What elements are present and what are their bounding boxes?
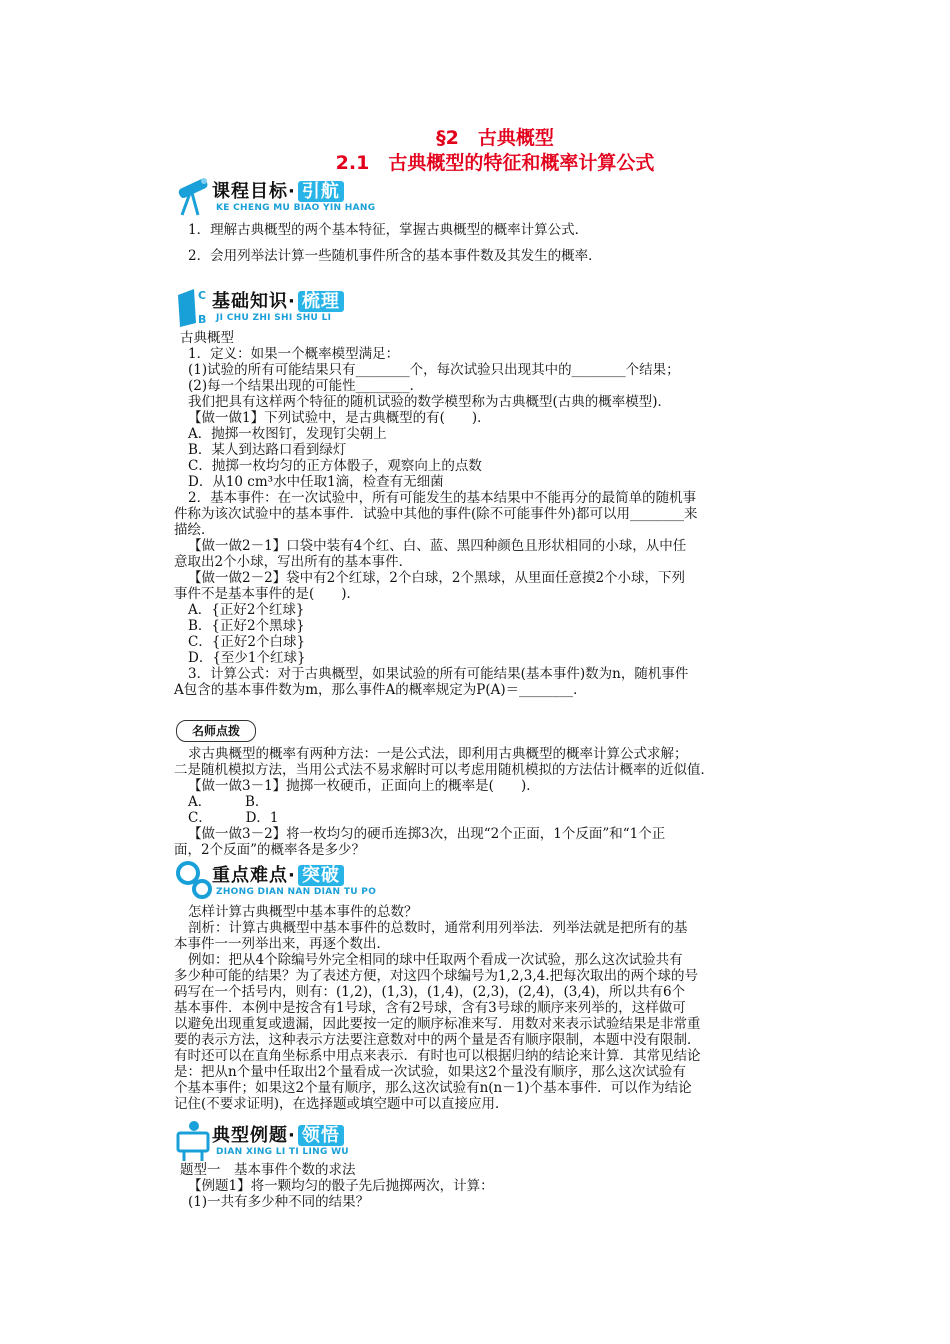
- svg-text:B: B: [198, 313, 207, 326]
- paragraph-line: 我们把具有这样两个特征的随机试验的数学模型称为古典概型(古典的概率模型)．: [188, 394, 672, 410]
- banner-title: 典型例题· 领悟: [212, 1121, 344, 1147]
- banner-examples: [174, 1117, 404, 1167]
- section-heading: 题型一 基本事件个数的求法: [180, 1162, 356, 1178]
- banner-pinyin: ZHONG DIAN NAN DIAN TU PO: [216, 887, 377, 897]
- paragraph-line: (1)试验的所有可能结果只有________个，每次试验只出现其中的________个结果；: [188, 362, 680, 378]
- exercise-line: 【做一做2－2】袋中有2个红球，2个白球，2个黑球，从里面任意摸2个小球，下列: [188, 570, 686, 586]
- paragraph-line: 以避免出现重复或遗漏，因此要按一定的顺序标准来写．用数对来表示试验结果是非常重: [174, 1016, 701, 1032]
- examples-section: [174, 1162, 804, 1210]
- paragraph-line: 个基本事件；如果这2个量有顺序，那么这次试验有n(n－1)个基本事件．可以作为结论: [174, 1080, 692, 1096]
- option-line: C．抛掷一枚均匀的正方体骰子，观察向上的点数: [188, 458, 482, 474]
- exercise-line: 【做一做3－2】将一枚均匀的硬币连掷3次，出现“2个正面，1个反面”和“1个正: [188, 826, 666, 842]
- list-item: 1．理解古典概型的两个基本特征，掌握古典概型的概率计算公式．: [188, 222, 589, 238]
- example-line: 【例题1】将一颗均匀的骰子先后抛掷两次，计算：: [188, 1178, 494, 1194]
- gears-icon: [174, 857, 214, 903]
- option-line: B．某人到达路口看到绿灯: [188, 442, 347, 458]
- tips-section: [174, 746, 804, 858]
- exercise-line: 【做一做2－1】口袋中装有4个红、白、蓝、黑四种颜色且形状相同的小球，从中任: [188, 538, 687, 554]
- option-line: A．抛掷一枚图钉，发现钉尖朝上: [188, 426, 387, 442]
- svg-text:C: C: [198, 289, 207, 302]
- paragraph-line: 多少种可能的结果？为了表述方便，对这四个球编号为1,2,3,4.把每次取出的两个球的号: [174, 968, 699, 984]
- paragraph-line: 是：把从n个量中任取出2个量看成一次试验，如果这2个量没有顺序，那么这次试验有: [174, 1064, 686, 1080]
- banner-title: 基础知识· 梳理: [212, 287, 344, 313]
- list-item: 2．会用列举法计算一些随机事件所含的基本事件数及其发生的概率．: [188, 248, 602, 264]
- exercise-line: 意取出2个小球，写出所有的基本事件．: [174, 554, 413, 570]
- banner-pinyin: JI CHU ZHI SHI SHU LI: [216, 313, 332, 323]
- banner-pinyin: DIAN XING LI TI LING WU: [216, 1147, 349, 1157]
- exercise-line: 【做一做1】下列试验中，是古典概型的有( )．: [188, 410, 491, 426]
- option-line: A．{正好2个红球}: [188, 602, 305, 618]
- option-line: C． D．1: [188, 810, 279, 826]
- paragraph-line: 件称为该次试验中的基本事件．试验中其他的事件(除不可能事件外)都可以用________来: [174, 506, 698, 522]
- desk-icon: [174, 1117, 214, 1163]
- paragraph-line: 记住(不要求证明)，在选择题或填空题中可以直接应用．: [174, 1096, 509, 1112]
- paragraph-line: 本事件一一列举出来，再逐个数出．: [174, 936, 390, 952]
- banner-goals: [174, 173, 404, 223]
- goals-list: [174, 222, 804, 264]
- paragraph-line: (2)每一个结果出现的可能性________．: [188, 378, 424, 394]
- abc-blocks-icon: [174, 283, 214, 329]
- option-line: D．从10 cm³水中任取1滴，检查有无细菌: [188, 474, 444, 490]
- banner-keypoints: [174, 857, 404, 907]
- paragraph-line: 基本事件．本例中是按含有1号球，含有2号球，含有3号球的顺序来列举的，这样做可: [174, 1000, 686, 1016]
- option-line: C．{正好2个白球}: [188, 634, 306, 650]
- keypoints-section: [174, 904, 804, 1112]
- section-heading: 古典概型: [180, 330, 234, 346]
- option-line: B．{正好2个黑球}: [188, 618, 305, 634]
- banner-basics: [174, 283, 404, 333]
- banner-pinyin: KE CHENG MU BIAO YIN HANG: [216, 203, 376, 213]
- paragraph-line: 码写在一个括号内，则有：(1,2)，(1,3)，(1,4)，(2,3)，(2,4)，(3,4)，所以共有6个: [174, 984, 686, 1000]
- paragraph-line: 有时还可以在直角坐标系中用点来表示．有时也可以根据归纳的结论来计算．其常见结论: [174, 1048, 701, 1064]
- option-line: D．{至少1个红球}: [188, 650, 306, 666]
- paragraph-line: 2．基本事件：在一次试验中，所有可能发生的基本结果中不能再分的最简单的随机事: [188, 490, 697, 506]
- page-subtitle: 2.1 古典概型的特征和概率计算公式: [335, 152, 655, 174]
- exercise-line: 面，2个反面”的概率各是多少？: [174, 842, 365, 858]
- paragraph-line: 1．定义：如果一个概率模型满足：: [188, 346, 400, 362]
- example-line: (1)一共有多少种不同的结果？: [188, 1194, 370, 1210]
- tip-tag: 名师点拨: [176, 720, 256, 742]
- paragraph-line: 3．计算公式：对于古典概型，如果试验的所有可能结果(基本事件)数为n，随机事件: [188, 666, 689, 682]
- banner-title: 重点难点· 突破: [212, 861, 344, 887]
- paragraph-line: 二是随机模拟方法，当用公式法不易求解时可以考虑用随机模拟的方法估计概率的近似值．: [174, 762, 714, 778]
- option-line: A． B．: [188, 794, 269, 810]
- paragraph-line: 描绘．: [174, 522, 215, 538]
- paragraph-line: 求古典概型的概率有两种方法：一是公式法，即利用古典概型的概率计算公式求解；: [188, 746, 688, 762]
- page-title: §2 古典概型: [436, 127, 554, 149]
- basics-section: [174, 330, 804, 698]
- banner-title: 课程目标· 引航: [212, 177, 344, 203]
- exercise-line: 【做一做3－1】抛掷一枚硬币，正面向上的概率是( )．: [188, 778, 540, 794]
- paragraph-line: 要的表示方法，这种表示方法要注意数对中的两个量是否有顺序限制，本题中没有限制．: [174, 1032, 701, 1048]
- section-heading: 怎样计算古典概型中基本事件的总数？: [188, 904, 418, 920]
- paragraph-line: A包含的基本事件数为m，那么事件A的概率规定为P(A)＝________．: [174, 682, 587, 698]
- title-block: [0, 126, 950, 176]
- paragraph-line: 例如：把从4个除编号外完全相同的球中任取两个看成一次试验，那么这次试验共有: [188, 952, 683, 968]
- exercise-line: 事件不是基本事件的是( )．: [174, 586, 361, 602]
- telescope-icon: [174, 173, 214, 219]
- paragraph-line: 剖析：计算古典概型中基本事件的总数时，通常利用列举法．列举法就是把所有的基: [188, 920, 688, 936]
